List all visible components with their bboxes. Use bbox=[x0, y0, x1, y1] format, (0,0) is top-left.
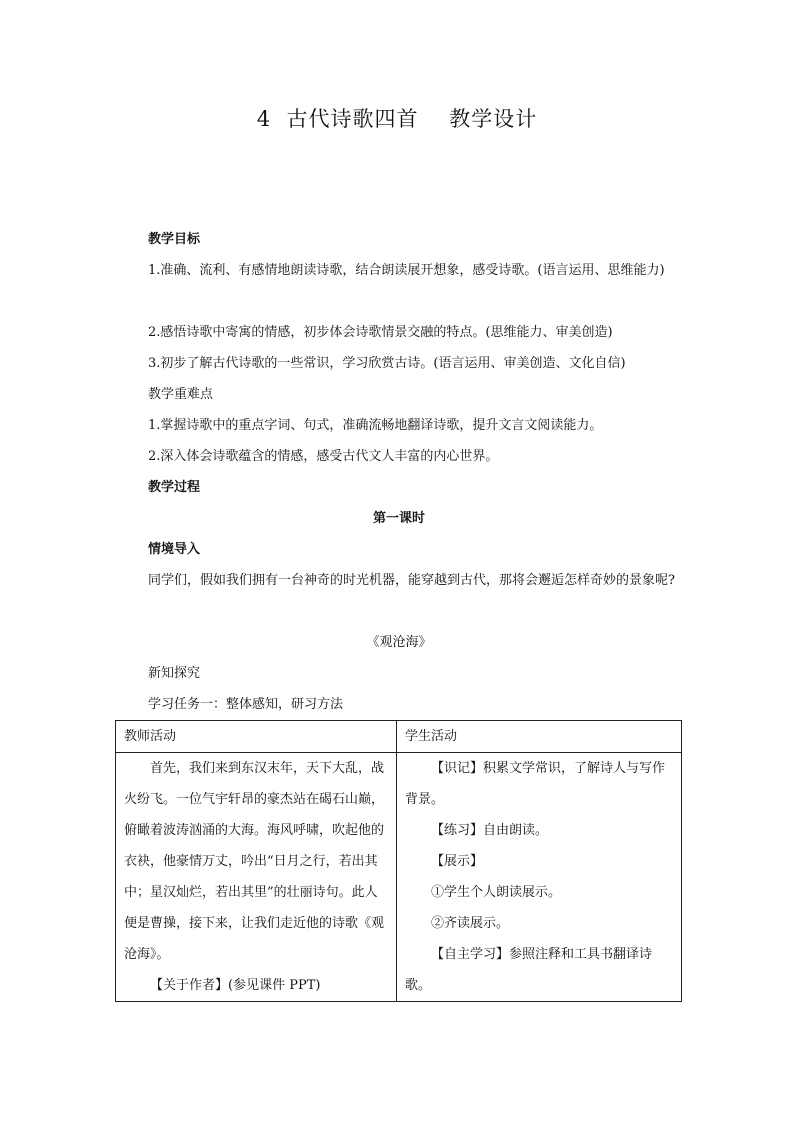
task-heading: 学习任务一：整体感知，研习方法 bbox=[148, 697, 344, 712]
goal-2: 2.感悟诗歌中寄寓的情感，初步体会诗歌情景交融的特点。(思维能力、审美创造) bbox=[148, 325, 613, 340]
key-point-1: 1.掌握诗歌中的重点字词、句式，准确流畅地翻译诗歌，提升文言文阅读能力。 bbox=[148, 418, 603, 433]
teacher-activity-cell bbox=[116, 753, 397, 1002]
poem-title: 《观沧海》 bbox=[366, 635, 432, 650]
process-heading: 教学过程 bbox=[148, 480, 201, 495]
intro-text: 同学们，假如我们拥有一台神奇的时光机器，能穿越到古代，那将会邂逅怎样奇妙的景象呢? bbox=[148, 573, 675, 588]
student-item-6: 【自主学习】参照注释和工具书翻译诗歌。 bbox=[405, 947, 653, 993]
student-item-1: 【识记】积累文学常识，了解诗人与写作背景。 bbox=[405, 761, 666, 807]
goal-3: 3.初步了解古代诗歌的一些常识，学习欣赏古诗。(语言运用、审美创造、文化自信) bbox=[148, 356, 626, 371]
student-item-5: ②齐读展示。 bbox=[431, 916, 510, 931]
student-item-3: 【展示】 bbox=[431, 854, 484, 869]
table-header-row bbox=[116, 721, 682, 753]
teacher-author-note: 【关于作者】(参见课件 PPT) bbox=[150, 978, 321, 993]
explore-heading: 新知探究 bbox=[148, 666, 201, 681]
table-row bbox=[116, 753, 682, 1002]
student-item-4: ①学生个人朗读展示。 bbox=[431, 885, 562, 900]
page-title: 4 古代诗歌四首 教学设计 bbox=[256, 107, 538, 131]
goal-1: 1.准确、流利、有感情地朗读诗歌，结合朗读展开想象，感受诗歌。(语言运用、思维能力) bbox=[148, 263, 665, 278]
student-activity-header: 学生活动 bbox=[397, 721, 682, 753]
goals-heading: 教学目标 bbox=[148, 232, 201, 247]
key-point-2: 2.深入体会诗歌蕴含的情感，感受古代文人丰富的内心世界。 bbox=[148, 449, 499, 464]
lesson-heading: 第一课时 bbox=[372, 511, 425, 526]
student-item-2: 【练习】自由朗读。 bbox=[431, 823, 549, 838]
key-points-heading: 教学重难点 bbox=[148, 387, 214, 402]
student-activity-cell bbox=[397, 753, 682, 1002]
teacher-narrative: 首先，我们来到东汉末年，天下大乱，战火纷飞。一位气宇轩昂的豪杰站在碣石山巅，俯瞰着波涛汹涌的大海。海风呼啸，吹起他的衣袂，他豪情万丈，吟出“日月之行，若出其中；星汉灿烂，若出其里”的壮丽诗句。此人便是曹操，接下来，让我们走近他的诗歌《观沧海》。 bbox=[124, 761, 385, 962]
teacher-activity-header: 教师活动 bbox=[116, 721, 397, 753]
intro-heading: 情境导入 bbox=[148, 542, 201, 557]
activity-table bbox=[115, 720, 682, 1002]
